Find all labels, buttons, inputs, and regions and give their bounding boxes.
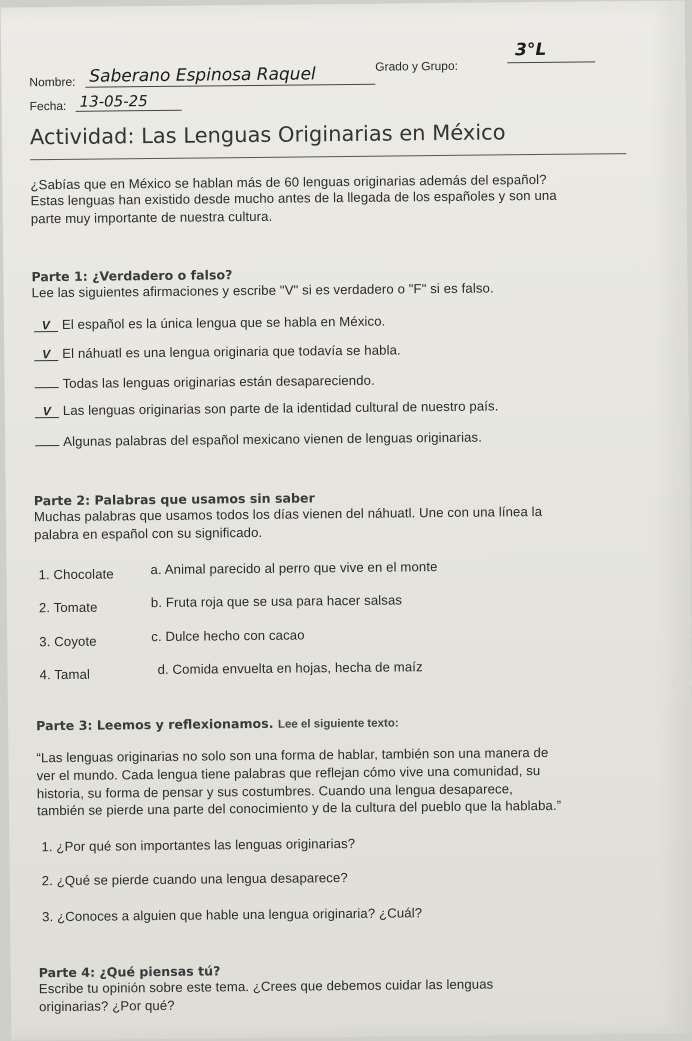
grade-value: 3°L [514,39,547,61]
date-label: Fecha: [29,98,67,114]
name-value: Saberano Espinosa Raquel [89,64,316,87]
tf-answer-blank[interactable]: V [35,405,59,418]
tf-answer-blank[interactable]: V [34,348,58,361]
tf-answer-blank[interactable] [34,375,58,388]
part4-line-2: originarias? ¿Por qué? [38,997,175,1015]
grade-label: Grado y Grupo: [375,58,459,74]
part3-title: Parte 3: Leemos y reflexionamos. [36,715,274,734]
tf-item [35,429,482,450]
tf-statement: Las lenguas originarias son parte de la identidad cultural de nuestro país. [62,398,499,418]
part4-line-1: Escribe tu opinión sobre este tema. ¿Crees que debemos cuidar las lenguas [38,976,494,997]
date-value: 13-05-25 [79,92,148,111]
title-underline [30,153,626,160]
tf-answer-blank[interactable] [35,433,59,446]
name-label: Nombre: [29,74,76,90]
match-meaning: b. Fruta roja que se usa para hacer salsas [150,592,403,611]
part3-quote-line-4: también se pierde una parte del conocimiento y de la cultura del pueblo que la hablaba.” [36,797,562,819]
part3-title-suffix: Lee el siguiente texto: [277,717,399,731]
part3-question: 2. ¿Qué se pierde cuando una lengua desaparece? [41,870,348,889]
match-word: 1. Chocolate [38,566,114,583]
tf-statement: Todas las lenguas originarias están desapareciendo. [62,372,375,391]
tf-statement: Algunas palabras del español mexicano vienen de lenguas originarias. [63,429,483,449]
match-word: 3. Coyote [39,633,97,650]
part4-title: Parte 4: ¿Qué piensas tú? [38,963,221,981]
tf-item [34,342,401,361]
part3-quote-line-2: ver el mundo. Cada lengua tiene palabras que reflejan cómo vive una comunidad, su [36,763,541,784]
date-line [76,110,182,112]
part1-instructions: Lee las siguientes afirmaciones y escribe "V" si es verdadero o "F" si es falso. [31,280,494,301]
intro-line-1: ¿Sabías que en México se hablan más de 60 lenguas originarias además del español? [30,171,547,193]
tf-statement: El español es la única lengua que se habla en México. [61,313,386,332]
match-word: 2. Tomate [38,599,98,616]
part2-instructions-line-1: Muchas palabras que usamos todos los días vienen del náhuatl. Une con una línea la [33,503,543,525]
intro-line-3: parte muy importante de nuestra cultura. [30,208,273,227]
grade-line [507,61,595,63]
worksheet-title: Actividad: Las Lenguas Originarias en México [29,120,506,150]
match-meaning: a. Animal parecido al perro que vive en el monte [150,559,438,578]
tf-item [34,314,386,333]
part3-heading [36,713,399,735]
part2-instructions-line-2: palabra en español con su significado. [34,524,263,543]
tf-item [35,398,499,418]
part1-title: Parte 1: ¿Verdadero o falso? [31,267,233,285]
match-meaning: c. Dulce hecho con cacao [151,627,305,645]
part3-question: 1. ¿Por qué son importantes las lenguas originarias? [41,835,356,855]
part3-quote-line-3: historia, su forma de pensar y sus costumbres. Cuando una lengua desaparece, [36,781,513,802]
part3-quote-line-1: “Las lenguas originarias no solo son una forma de hablar, también son una manera de [36,744,549,766]
tf-item [34,372,374,392]
intro-line-2: Estas lenguas han existido desde mucho antes de la llegada de los españoles y son una [30,187,557,209]
worksheet-page [1,0,692,1040]
match-word: 4. Tamal [39,666,91,683]
part2-title: Parte 2: Palabras que usamos sin saber [33,490,315,509]
worksheet-content [23,1,663,1015]
match-meaning: d. Comida envuelta en hojas, hecha de maíz [157,659,423,678]
part3-question: 3. ¿Conoces a alguien que hable una lengua originaria? ¿Cuál? [42,905,423,925]
tf-statement: El náhuatl es una lengua originaria que todavía se habla. [62,342,401,361]
tf-answer-blank[interactable]: V [34,319,58,332]
